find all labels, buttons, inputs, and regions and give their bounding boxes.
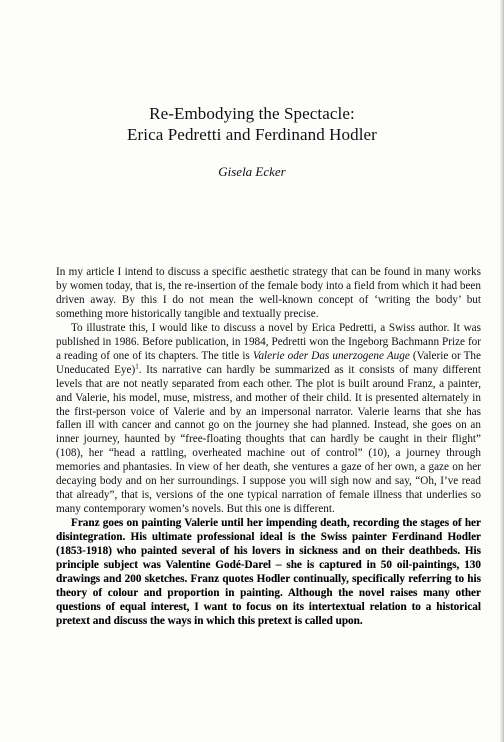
paragraph-2 xyxy=(56,322,481,517)
paragraph-2-text-a: To illustrate this, I would like to discuss a novel by Erica Pedretti, a Swiss author. It was published in 1986. Before publication, in 1984, Pedretti won the Ingeborg Bachmann Prize for a reading of one of its chapters. The title is xyxy=(56,321,481,362)
paragraph-3: Franz goes on painting Valerie until her impending death, recording the stages of her disintegration. His ultimate professional ideal is the Swiss painter Ferdinand Hodler (1853-1918) who painted several of his lovers in sickness and on their deathbeds. His principle subject was Valentine Godé-Darel – she is captured in 50 oil-paintings, 130 drawings and 200 sketches. Franz quotes Hodler continually, specifically referring to his theory of colour and proportion in painting. Although the novel raises many other questions of equal interest, I want to focus on its intertextual relation to a historical pretext and discuss the ways in which this pretext is called upon. xyxy=(56,517,481,627)
article-body xyxy=(56,266,481,629)
author-name: Gisela Ecker xyxy=(218,164,286,179)
article-title-line-1: Re-Embodying the Spectacle: xyxy=(149,104,355,123)
footnote-marker: 1 xyxy=(135,361,139,370)
paragraph-2-text-b: (Valerie or The Uneducated Eye) xyxy=(56,349,481,376)
paragraph-1: In my article I intend to discuss a specific aesthetic strategy that can be found in many works by women today, that is, the re-insertion of the female body into a field from which it had been driven away. By this I do not mean the well-known concept of ‘writing the body’ but something more historically tangible and textually precise. xyxy=(56,266,481,320)
article-title-line-2: Erica Pedretti and Ferdinand Hodler xyxy=(127,125,377,144)
page-edge-shadow xyxy=(500,0,504,742)
novel-title: Valerie oder Das unerzogene Auge xyxy=(252,349,410,362)
paragraph-2-text-c: . Its narrative can hardly be summarized as it consists of many different levels that are not neatly separated from each other. The plot is built around Franz, a painter, and Valerie, his model, muse, mistress, and mother of their child. It is presented alternately in the first-person voice of Valerie and by an impersonal narrator. Valerie learns that she has fallen ill with cancer and cannot go on the journey she had planned. Instead, she goes on an inner journey, haunted by “free-floating thoughts that can hardly be caught in their flight” (108), her “head a rattling, overheated machine out of control” (10), a journey through memories and phantasies. In view of her death, she ventures a gaze of her own, a gaze on her decaying body and on her surroundings. I suppose you will sigh now and say, “Oh, I’ve read that already”, that is, versions of the one typical narration of female illness that underlies so many contemporary women’s novels. But this one is different. xyxy=(56,363,482,516)
